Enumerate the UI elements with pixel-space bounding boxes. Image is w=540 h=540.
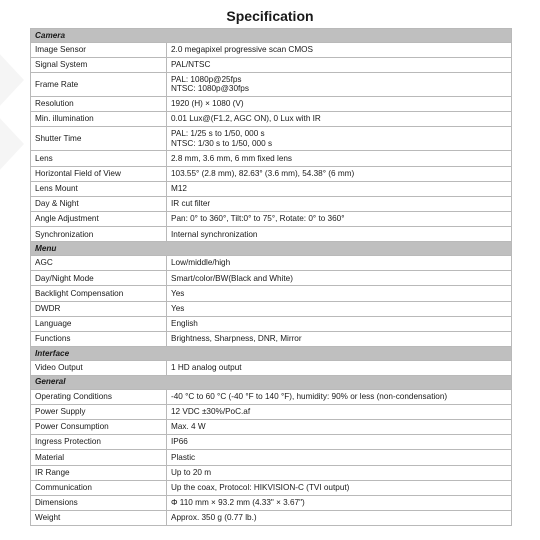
section-header-row xyxy=(31,375,512,389)
section-title: Menu xyxy=(31,242,512,256)
table-row xyxy=(31,127,512,151)
table-row xyxy=(31,181,512,196)
spec-value-line: Low/middle/high xyxy=(171,258,231,268)
spec-value-line: Plastic xyxy=(171,452,196,462)
spec-value xyxy=(167,256,512,271)
spec-label: Min. illumination xyxy=(31,112,167,127)
spec-value-line: PAL/NTSC xyxy=(171,60,211,70)
spec-label: IR Range xyxy=(31,465,167,480)
spec-value xyxy=(167,435,512,450)
table-row xyxy=(31,435,512,450)
section-title: Interface xyxy=(31,347,512,361)
spec-label: Language xyxy=(31,316,167,331)
spec-label: Functions xyxy=(31,332,167,347)
spec-label: Video Output xyxy=(31,360,167,375)
table-row xyxy=(31,495,512,510)
spec-value xyxy=(167,360,512,375)
spec-value xyxy=(167,227,512,242)
spec-value-line: Internal synchronization xyxy=(171,229,258,239)
table-row xyxy=(31,42,512,57)
spec-value xyxy=(167,196,512,211)
spec-label: Horizontal Field of View xyxy=(31,166,167,181)
table-row xyxy=(31,112,512,127)
spec-value-line: Pan: 0° to 360°, Tilt:0° to 75°, Rotate: 0° to 360° xyxy=(171,214,345,224)
table-row xyxy=(31,465,512,480)
spec-label: Synchronization xyxy=(31,227,167,242)
table-row xyxy=(31,480,512,495)
table-row xyxy=(31,271,512,286)
spec-value-line: PAL: 1/25 s to 1/50, 000 s xyxy=(171,129,265,139)
spec-label: Angle Adjustment xyxy=(31,212,167,227)
table-row xyxy=(31,450,512,465)
spec-value xyxy=(167,286,512,301)
spec-value xyxy=(167,112,512,127)
table-row xyxy=(31,389,512,404)
watermark-logo xyxy=(0,40,26,180)
spec-value-line: -40 °C to 60 °C (-40 °F to 140 °F), humidity: 90% or less (non-condensation) xyxy=(171,391,448,401)
table-row xyxy=(31,286,512,301)
spec-label: Weight xyxy=(31,511,167,526)
spec-value-line: PAL: 1080p@25fps xyxy=(171,74,242,84)
spec-value xyxy=(167,404,512,419)
section-header-row xyxy=(31,242,512,256)
table-row xyxy=(31,212,512,227)
spec-label: Operating Conditions xyxy=(31,389,167,404)
spec-label: Day/Night Mode xyxy=(31,271,167,286)
spec-label: Material xyxy=(31,450,167,465)
spec-value-line: Φ 110 mm × 93.2 mm (4.33" × 3.67") xyxy=(171,498,305,508)
spec-value-line: 2.8 mm, 3.6 mm, 6 mm fixed lens xyxy=(171,153,293,163)
spec-value xyxy=(167,212,512,227)
spec-value xyxy=(167,42,512,57)
spec-label: Resolution xyxy=(31,96,167,111)
spec-value-line: 0.01 Lux@(F1.2, AGC ON), 0 Lux with IR xyxy=(171,114,321,124)
spec-label: AGC xyxy=(31,256,167,271)
spec-value-line: Up to 20 m xyxy=(171,467,212,477)
spec-value xyxy=(167,96,512,111)
spec-value-line: Approx. 350 g (0.77 lb.) xyxy=(171,513,257,523)
spec-value xyxy=(167,450,512,465)
spec-value xyxy=(167,480,512,495)
specification-table xyxy=(30,28,512,526)
spec-value xyxy=(167,465,512,480)
spec-value xyxy=(167,511,512,526)
page-title: Specification xyxy=(226,8,314,24)
table-row xyxy=(31,256,512,271)
spec-label: Signal System xyxy=(31,57,167,72)
spec-value xyxy=(167,181,512,196)
spec-value xyxy=(167,332,512,347)
table-row xyxy=(31,301,512,316)
section-header-row xyxy=(31,347,512,361)
spec-value-line: English xyxy=(171,319,198,329)
table-row xyxy=(31,196,512,211)
spec-value-line: Brightness, Sharpness, DNR, Mirror xyxy=(171,334,302,344)
spec-value-line: Up the coax, Protocol: HIKVISION-C (TVI output) xyxy=(171,482,350,492)
section-title: Camera xyxy=(31,29,512,43)
spec-value-line: M12 xyxy=(171,184,187,194)
table-row xyxy=(31,72,512,96)
spec-label: Communication xyxy=(31,480,167,495)
spec-label: Lens xyxy=(31,151,167,166)
section-title: General xyxy=(31,375,512,389)
spec-value xyxy=(167,389,512,404)
spec-label: Image Sensor xyxy=(31,42,167,57)
table-row xyxy=(31,332,512,347)
spec-label: Power Consumption xyxy=(31,419,167,434)
spec-label: Backlight Compensation xyxy=(31,286,167,301)
table-row xyxy=(31,151,512,166)
spec-value xyxy=(167,316,512,331)
spec-value-line: NTSC: 1080p@30fps xyxy=(171,84,249,94)
table-row xyxy=(31,511,512,526)
spec-value xyxy=(167,72,512,96)
spec-value xyxy=(167,151,512,166)
spec-value xyxy=(167,301,512,316)
spec-value-line: 1 HD analog output xyxy=(171,363,242,373)
spec-label: Power Supply xyxy=(31,404,167,419)
spec-value xyxy=(167,495,512,510)
table-row xyxy=(31,404,512,419)
spec-value-line: Yes xyxy=(171,303,185,313)
spec-label: Shutter Time xyxy=(31,127,167,151)
spec-value-line: IP66 xyxy=(171,437,188,447)
table-row xyxy=(31,166,512,181)
spec-value xyxy=(167,127,512,151)
spec-value-line: 103.55° (2.8 mm), 82.63° (3.6 mm), 54.38° (6 mm) xyxy=(171,168,355,178)
spec-value-line: Max. 4 W xyxy=(171,422,206,432)
table-row xyxy=(31,227,512,242)
spec-value xyxy=(167,271,512,286)
table-row xyxy=(31,57,512,72)
spec-value xyxy=(167,166,512,181)
spec-value-line: NTSC: 1/30 s to 1/50, 000 s xyxy=(171,138,273,148)
spec-label: DWDR xyxy=(31,301,167,316)
spec-label: Day & Night xyxy=(31,196,167,211)
spec-value-line: 2.0 megapixel progressive scan CMOS xyxy=(171,44,313,54)
table-row xyxy=(31,419,512,434)
spec-value xyxy=(167,419,512,434)
spec-value xyxy=(167,57,512,72)
spec-value-line: 12 VDC ±30%/PoC.af xyxy=(171,407,251,417)
spec-value-line: 1920 (H) × 1080 (V) xyxy=(171,99,244,109)
spec-label: Lens Mount xyxy=(31,181,167,196)
table-row xyxy=(31,360,512,375)
spec-label: Dimensions xyxy=(31,495,167,510)
table-row xyxy=(31,316,512,331)
table-row xyxy=(31,96,512,111)
spec-value-line: IR cut filter xyxy=(171,199,211,209)
spec-value-line: Yes xyxy=(171,288,185,298)
section-header-row xyxy=(31,29,512,43)
spec-value-line: Smart/color/BW(Black and White) xyxy=(171,273,293,283)
spec-label: Ingress Protection xyxy=(31,435,167,450)
spec-label: Frame Rate xyxy=(31,72,167,96)
